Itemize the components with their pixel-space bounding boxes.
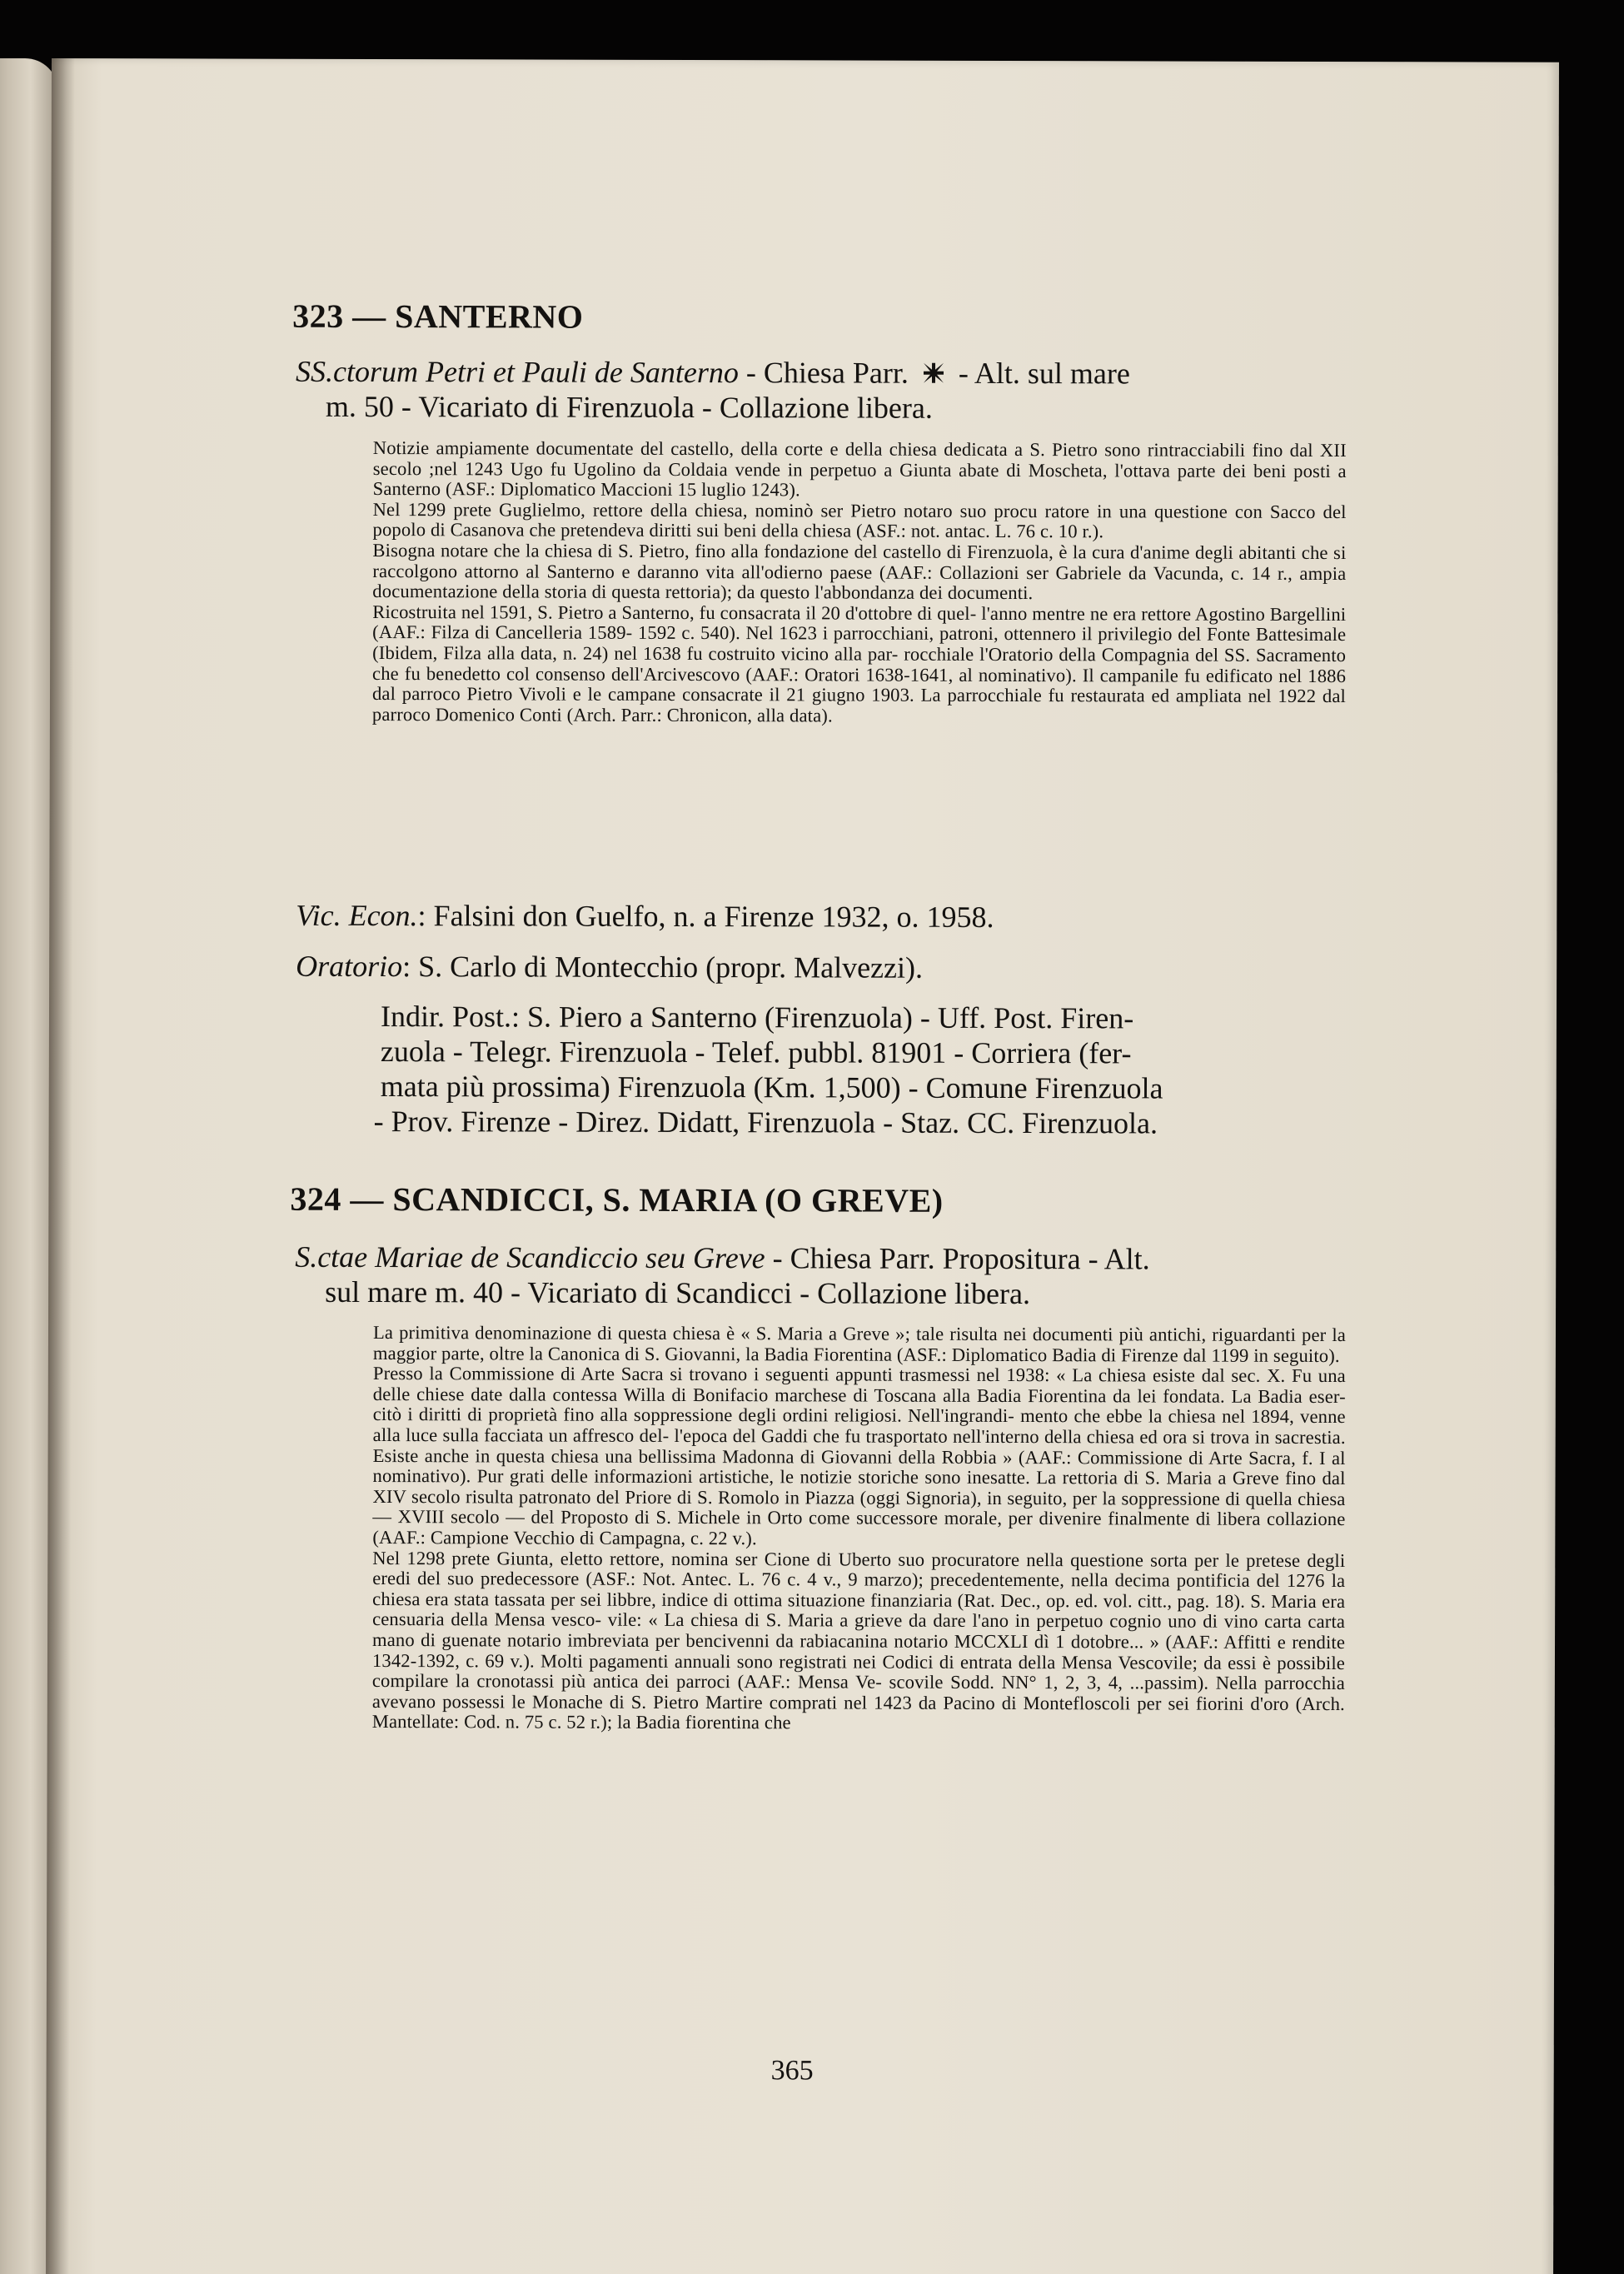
entry-323-title-latin: SS.ctorum Petri et Pauli de Santerno bbox=[295, 354, 739, 390]
entry-324-note: La primitiva denominazione di questa chiesa è « S. Maria a Greve »; tale risulta nei documenti più antichi, riguardanti per la maggior parte, oltre la Canonica di S. Giovanni, la Badia Fiorentina (ASF.: Diplomatico Badia di Firenze dal 1199 in seguito). bbox=[372, 1322, 1347, 1366]
oratorio-label: Oratorio bbox=[296, 949, 403, 984]
entry-323-note: Notizie ampiamente documentate del castello, della corte e della chiesa dedicata a S. Pietro sono rintracciabili fino dal XII secolo ;nel 1243 Ugo fu Ugolino da Coldaia vende in perpetuo a Giunta abate di Moscheta, l'ottava parte dei beni posti a Santerno (ASF.: Diplomatico Maccioni 15 luglio 1243). bbox=[372, 437, 1347, 501]
book-page bbox=[46, 58, 1559, 2274]
oratorio-line bbox=[296, 949, 923, 985]
vicario-economo-label: Vic. Econ. bbox=[296, 898, 418, 933]
entry-323-postal-info bbox=[373, 999, 1347, 1141]
entry-323-title bbox=[296, 354, 1347, 426]
entry-324-title-church: - Chiesa Parr. Propositura - Alt. bbox=[765, 1241, 1150, 1276]
cross-pattee-icon bbox=[921, 361, 946, 386]
postal-info-line: mata più prossima) Firenzuola (Km. 1,500) - Comune Firenzuola bbox=[380, 1070, 1163, 1105]
page-number: 365 bbox=[770, 2055, 814, 2087]
entry-324-heading: 324 — SCANDICCI, S. MARIA (O GREVE) bbox=[290, 1179, 944, 1219]
entry-323-note: Bisogna notare che la chiesa di S. Pietro, fino alla fondazione del castello di Firenzuola, è la cura d'anime degli abitanti che si raccolgono attorno al Santerno e daranno vita all'odierno paese (AAF.: Collazioni ser Gabriele da Vacunda, c. 14 r., ampia documentazione della storia di questa rettoria); da questo l'abbondanza dei documenti. bbox=[372, 539, 1347, 604]
entry-323-note: Ricostruita nel 1591, S. Pietro a Santerno, fu consacrata il 20 d'ottobre di quel- l'anno mentre ne era rettore Agostino Bargellini (AAF.: Filza di Cancelleria 1589- 1592 c. 540). Nel 1623 i parrocchiani, patroni, ottennero il privilegio del Fonte Battesimale (Ibidem, Filza alla data, n. 24) nel 1638 fu costruito vicino alla par- rocchiale l'Oratorio della Compagnia del SS. Sacramento che fu benedetto col consenso dell'Arcivescovo (AAF.: Oratori 1638-1641, al nominativo). Il campanile fu edificato nel 1886 dal parroco Pietro Vivoli e le campane consacrate il 21 giugno 1903. La parrocchiale fu restaurata ed ampliata nel 1922 dal parroco Domenico Conti (Arch. Parr.: Chronicon, alla data). bbox=[371, 601, 1347, 726]
vicario-economo-line bbox=[296, 898, 994, 935]
entry-323-title-altitude: - Alt. sul mare bbox=[958, 356, 1130, 391]
postal-info-line: - Prov. Firenze - Direz. Didatt, Firenzuola - Staz. CC. Firenzuola. bbox=[373, 1105, 1158, 1140]
entry-323-title-cont: m. 50 - Vicariato di Firenzuola - Collazione libera. bbox=[325, 389, 933, 425]
entry-324-title-latin: S.ctae Mariae de Scandiccio seu Greve bbox=[295, 1239, 765, 1275]
entry-323-note: Nel 1299 prete Guglielmo, rettore della chiesa, nominò ser Pietro notaro suo procu ratore in una questione con Sacco del popolo di Casanova che pretendeva diritti sui beni della chiesa (ASF.: not. antac. L. 76 c. 10 r.). bbox=[372, 498, 1347, 542]
entry-324-note: Nel 1298 prete Giunta, eletto rettore, nomina ser Cione di Uberto suo procuratore nella questione sorta per le pretese degli eredi del suo predecessore (ASF.: Not. Antec. L. 76 c. 4 v., 9 marzo); precedentemente, nella decima pontificia del 1276 la chiesa era stata tassata per sei libbre, indice di ottima situazione finanziaria (Rat. Dec., op. ed. vol. citt., pag. 18). S. Maria era censuaria della Mensa vesco- vile: « La chiesa di S. Maria a grieve da dare l'ano in perpetuo cognio uno di vino carta carta mano di guenate notario imbreviata per bencivenni da rabiacanina notario MCCXLI dì 1 dotobre... » (AAF.: Affitti e rendite 1342-1392, c. 69 v.). Molti pagamenti annuali sono registrati nei Codici di entrata della Mensa Vescovile; da essi è possibile compilare la cronotassi più antica dei parroci (AAF.: Mensa Ve- scovile Sodd. NN° 1, 2, 3, 4, ...passim). Nella parrocchia avevano possessi le Monache di S. Pietro Martire comprati nel 1423 da Pacino di Montefloscoli per sei fiorini d'oro (Arch. Mantellate: Cod. n. 75 c. 52 r.); la Badia fiorentina che bbox=[371, 1547, 1346, 1733]
postal-info-line: zuola - Telegr. Firenzuola - Telef. pubbl. 81901 - Corriera (fer- bbox=[380, 1035, 1132, 1070]
oratorio-value: : S. Carlo di Montecchio (propr. Malvezzi). bbox=[402, 950, 924, 985]
postal-info-line: Indir. Post.: S. Piero a Santerno (Firenzuola) - Uff. Post. Firen- bbox=[380, 1000, 1134, 1035]
entry-324-title bbox=[295, 1239, 1346, 1312]
entry-323-heading: 323 — SANTERNO bbox=[292, 297, 584, 336]
entry-324-title-cont: sul mare m. 40 - Vicariato di Scandicci - Collazione libera. bbox=[325, 1274, 1031, 1311]
entry-323-title-church: - Chiesa Parr. bbox=[738, 356, 909, 390]
vicario-economo-value: : Falsini don Guelfo, n. a Firenze 1932, o. 1958. bbox=[417, 899, 994, 934]
entry-323-notes bbox=[372, 438, 1347, 727]
entry-324-notes bbox=[372, 1323, 1346, 1735]
entry-324-note: Presso la Commissione di Arte Sacra si trovano i seguenti appunti trasmessi nel 1938: « La chiesa esiste dal sec. X. Fu una delle chiese date dalla contessa Willa di Bonifacio marchese di Toscana alla Badia Fiorentina da lei fondata. La Badia eser- citò i diritti di proprietà fino alla soppressione degli ordini religiosi. Nell'ingrandi- mento che ebbe la chiesa nel 1894, venne alla luce sulla facciata un affresco del- l'epoca del Gaddi che fu trasportato nell'interno della chiesa ed ora si trova in sacrestia. Esiste anche in questa chiesa una bellissima Madonna di Giovanni della Robbia » (AAF.: Commissione di Arte Sacra, f. I al nominativo). Pur grati delle informazioni artistiche, le notizie storiche sono inesatte. La rettoria di S. Maria a Greve fino dal XIV secolo risulta patronato del Priore di S. Romolo in Piazza (oggi Signoria), in seguito, per la soppressione di quella chiesa — XVIII secolo — del Proposto di S. Michele in Orto come successore morale, per divenire finalmente di libera collazione (AAF.: Campione Vecchio di Campagna, c. 22 v.). bbox=[372, 1363, 1346, 1549]
